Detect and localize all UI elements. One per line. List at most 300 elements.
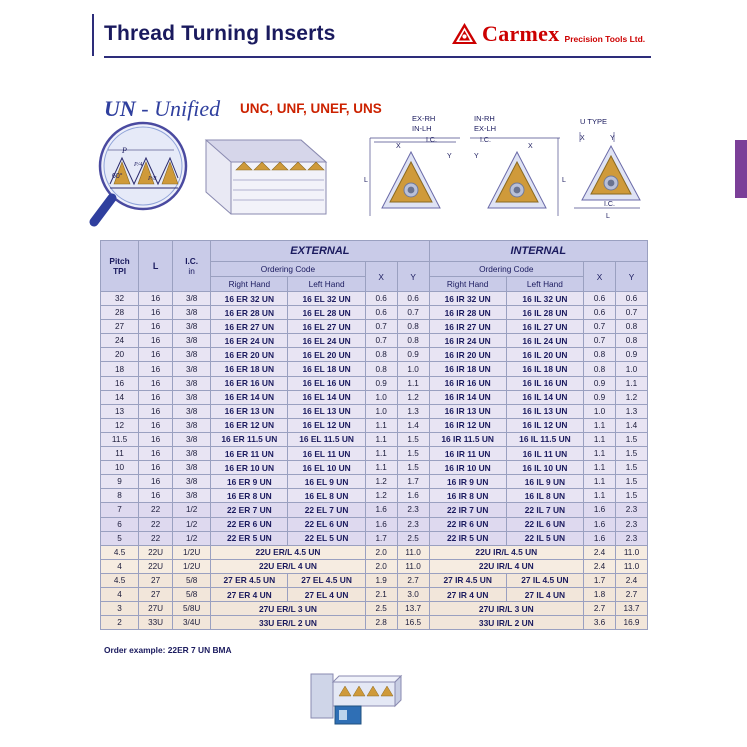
cell-pitch: 3	[101, 602, 139, 616]
cell-internal-x: 1.1	[584, 432, 616, 446]
cell-external-right-hand: 27 ER 4 UN	[211, 587, 288, 601]
label-p: P	[122, 146, 127, 155]
cell-external-x: 1.2	[365, 475, 397, 489]
cell-pitch: 27	[101, 320, 139, 334]
cell-internal-y: 0.7	[615, 306, 647, 320]
cell-ic: 3/4U	[173, 616, 211, 630]
table-row	[101, 489, 648, 503]
cell-internal-right-hand: 16 IR 11 UN	[429, 447, 506, 461]
header-internal-x: X	[584, 262, 616, 292]
cell-internal-x: 0.6	[584, 292, 616, 306]
cell-internal-right-hand: 16 IR 13 UN	[429, 404, 506, 418]
cell-external-y: 16.5	[397, 616, 429, 630]
cell-ic: 3/8	[173, 390, 211, 404]
cell-internal-y: 1.5	[615, 489, 647, 503]
cell-ic: 1/2	[173, 517, 211, 531]
cell-l: 27	[139, 573, 173, 587]
insert-orientation-diagrams	[352, 112, 662, 228]
cell-internal-x: 1.8	[584, 587, 616, 601]
cell-external-right-hand: 16 ER 12 UN	[211, 418, 288, 432]
cell-internal-right-hand: 16 IR 14 UN	[429, 390, 506, 404]
cell-internal-y: 0.8	[615, 334, 647, 348]
cell-internal-right-hand: 16 IR 20 UN	[429, 348, 506, 362]
table-row	[101, 334, 648, 348]
header-underline	[104, 56, 651, 58]
table-row	[101, 475, 648, 489]
cell-external-right-hand: 27 ER 4.5 UN	[211, 573, 288, 587]
cell-external-right-hand: 16 ER 14 UN	[211, 390, 288, 404]
cell-external-left-hand: 16 EL 28 UN	[288, 306, 365, 320]
cell-ic: 5/8	[173, 573, 211, 587]
header-internal-left-hand: Left Hand	[506, 277, 583, 292]
cell-l: 16	[139, 404, 173, 418]
cell-external-x: 1.1	[365, 447, 397, 461]
cell-external-x: 0.6	[365, 292, 397, 306]
cell-internal-left-hand: 22 IL 6 UN	[506, 517, 583, 531]
cell-external-right-hand: 16 ER 16 UN	[211, 376, 288, 390]
cell-external-y: 0.9	[397, 348, 429, 362]
cell-external-x: 0.9	[365, 376, 397, 390]
cell-l: 16	[139, 306, 173, 320]
cell-l: 16	[139, 334, 173, 348]
cell-external-left-hand: 16 EL 11 UN	[288, 447, 365, 461]
cell-pitch: 13	[101, 404, 139, 418]
cell-external-left-hand: 22 EL 6 UN	[288, 517, 365, 531]
section-codes: UNC, UNF, UNEF, UNS	[240, 101, 382, 116]
cell-internal-left-hand: 16 IL 16 UN	[506, 376, 583, 390]
cell-ic: 3/8	[173, 306, 211, 320]
cell-external-left-hand: 27 EL 4.5 UN	[288, 573, 365, 587]
cell-external-right-hand: 16 ER 32 UN	[211, 292, 288, 306]
svg-text:Y: Y	[610, 135, 615, 142]
cell-internal-left-hand: 16 IL 9 UN	[506, 475, 583, 489]
cell-external-y: 2.3	[397, 517, 429, 531]
cell-internal-right-hand: 27 IR 4.5 UN	[429, 573, 506, 587]
cell-external-x: 1.0	[365, 390, 397, 404]
cell-external-right-hand: 16 ER 28 UN	[211, 306, 288, 320]
cell-internal-x: 0.6	[584, 306, 616, 320]
cell-internal-right-hand: 16 IR 27 UN	[429, 320, 506, 334]
table-row	[101, 517, 648, 531]
cell-pitch: 12	[101, 418, 139, 432]
cell-internal-left-hand: 16 IL 8 UN	[506, 489, 583, 503]
cell-ic: 3/8	[173, 447, 211, 461]
cell-internal-left-hand: 16 IL 10 UN	[506, 461, 583, 475]
cell-external-y: 1.5	[397, 432, 429, 446]
cell-internal-y: 1.5	[615, 475, 647, 489]
cell-external-x: 2.0	[365, 559, 397, 573]
section-standard-name: Unified	[154, 96, 221, 121]
header-external-right-hand: Right Hand	[211, 277, 288, 292]
cell-external-right-hand: 16 ER 18 UN	[211, 362, 288, 376]
page-header	[0, 0, 747, 62]
cell-internal-y: 0.8	[615, 320, 647, 334]
cell-internal-x: 1.7	[584, 573, 616, 587]
cell-pitch: 4.5	[101, 573, 139, 587]
cell-external-x: 1.1	[365, 418, 397, 432]
cell-internal-y: 1.4	[615, 418, 647, 432]
cell-internal-right-hand: 16 IR 11.5 UN	[429, 432, 506, 446]
cell-internal-left-hand: 22 IL 7 UN	[506, 503, 583, 517]
cell-internal-left-hand: 16 IL 11.5 UN	[506, 432, 583, 446]
svg-text:X: X	[528, 143, 533, 150]
cell-internal-left-hand: 27 IL 4.5 UN	[506, 573, 583, 587]
label-u-type: U TYPE	[580, 117, 607, 126]
cell-external-left-hand: 16 EL 10 UN	[288, 461, 365, 475]
cell-pitch: 18	[101, 362, 139, 376]
cell-internal-left-hand: 16 IL 32 UN	[506, 292, 583, 306]
cell-internal-right-hand: 22 IR 7 UN	[429, 503, 506, 517]
cell-l: 16	[139, 432, 173, 446]
cell-internal-x: 0.9	[584, 376, 616, 390]
cell-internal-right-hand: 22 IR 6 UN	[429, 517, 506, 531]
cell-internal-code: 33U IR/L 2 UN	[429, 616, 584, 630]
cell-ic: 3/8	[173, 475, 211, 489]
cell-internal-left-hand: 16 IL 18 UN	[506, 362, 583, 376]
cell-internal-y: 1.0	[615, 362, 647, 376]
cell-pitch: 4	[101, 559, 139, 573]
cell-external-x: 0.7	[365, 320, 397, 334]
cell-external-y: 11.0	[397, 545, 429, 559]
cell-external-y: 1.1	[397, 376, 429, 390]
table-row	[101, 531, 648, 545]
cell-internal-x: 1.1	[584, 489, 616, 503]
cell-internal-left-hand: 16 IL 11 UN	[506, 447, 583, 461]
cell-ic: 3/8	[173, 362, 211, 376]
cell-pitch: 24	[101, 334, 139, 348]
cell-external-right-hand: 22 ER 5 UN	[211, 531, 288, 545]
cell-external-x: 0.8	[365, 348, 397, 362]
table-row	[101, 616, 648, 630]
cell-internal-left-hand: 16 IL 13 UN	[506, 404, 583, 418]
table-row	[101, 602, 648, 616]
svg-text:X: X	[396, 143, 401, 150]
svg-text:Y: Y	[447, 153, 452, 160]
cell-external-y: 2.5	[397, 531, 429, 545]
cell-internal-right-hand: 16 IR 10 UN	[429, 461, 506, 475]
cell-ic: 3/8	[173, 404, 211, 418]
cell-l: 16	[139, 418, 173, 432]
table-row	[101, 461, 648, 475]
cell-ic: 3/8	[173, 376, 211, 390]
cell-internal-x: 2.4	[584, 559, 616, 573]
cell-external-right-hand: 22 ER 6 UN	[211, 517, 288, 531]
cell-external-code: 33U ER/L 2 UN	[211, 616, 366, 630]
cell-pitch: 10	[101, 461, 139, 475]
cell-external-y: 13.7	[397, 602, 429, 616]
cell-l: 22U	[139, 559, 173, 573]
cell-internal-y: 1.5	[615, 432, 647, 446]
svg-text:X: X	[580, 135, 585, 142]
cell-pitch: 11	[101, 447, 139, 461]
cell-internal-x: 2.7	[584, 602, 616, 616]
cell-internal-x: 0.7	[584, 334, 616, 348]
cell-external-left-hand: 16 EL 9 UN	[288, 475, 365, 489]
brand-subtitle: Precision Tools Ltd.	[564, 34, 646, 44]
cell-external-right-hand: 22 ER 7 UN	[211, 503, 288, 517]
cell-pitch: 32	[101, 292, 139, 306]
cell-external-right-hand: 16 ER 24 UN	[211, 334, 288, 348]
header-pitch-unit: TPI	[113, 266, 127, 276]
cell-internal-right-hand: 16 IR 28 UN	[429, 306, 506, 320]
cell-internal-x: 3.6	[584, 616, 616, 630]
cell-internal-code: 22U IR/L 4 UN	[429, 559, 584, 573]
cell-external-right-hand: 16 ER 11 UN	[211, 447, 288, 461]
svg-text:I.C.: I.C.	[604, 201, 615, 208]
label-in-lh: IN-LH	[412, 124, 432, 133]
table-row	[101, 587, 648, 601]
table-row	[101, 390, 648, 404]
label-p8: P/8	[148, 176, 157, 182]
cell-external-x: 2.5	[365, 602, 397, 616]
cell-external-left-hand: 16 EL 8 UN	[288, 489, 365, 503]
label-ex-rh: EX-RH	[412, 114, 436, 123]
cell-internal-y: 0.6	[615, 292, 647, 306]
table-row	[101, 503, 648, 517]
cell-external-left-hand: 16 EL 20 UN	[288, 348, 365, 362]
cell-internal-y: 2.3	[615, 517, 647, 531]
cell-external-x: 1.0	[365, 404, 397, 418]
cell-external-right-hand: 16 ER 27 UN	[211, 320, 288, 334]
cell-pitch: 28	[101, 306, 139, 320]
header-ic-unit: in	[188, 266, 195, 276]
cell-l: 22	[139, 531, 173, 545]
cell-internal-x: 2.4	[584, 545, 616, 559]
cell-ic: 1/2	[173, 503, 211, 517]
cell-ic: 3/8	[173, 489, 211, 503]
cell-ic: 3/8	[173, 418, 211, 432]
cell-external-left-hand: 16 EL 24 UN	[288, 334, 365, 348]
cell-pitch: 2	[101, 616, 139, 630]
cell-internal-right-hand: 16 IR 18 UN	[429, 362, 506, 376]
header-internal-y: Y	[615, 262, 647, 292]
cell-internal-y: 1.5	[615, 461, 647, 475]
cell-internal-y: 1.1	[615, 376, 647, 390]
cell-external-y: 11.0	[397, 559, 429, 573]
label-p4: P/4	[134, 162, 143, 168]
cell-external-x: 0.8	[365, 362, 397, 376]
cell-external-y: 0.7	[397, 306, 429, 320]
cell-external-left-hand: 16 EL 18 UN	[288, 362, 365, 376]
thread-profile-illustration	[86, 118, 341, 228]
cell-l: 16	[139, 475, 173, 489]
cell-internal-right-hand: 16 IR 9 UN	[429, 475, 506, 489]
cell-external-x: 1.6	[365, 503, 397, 517]
cell-internal-x: 1.6	[584, 503, 616, 517]
header-l: L	[139, 241, 173, 292]
cell-pitch: 8	[101, 489, 139, 503]
cell-internal-y: 1.5	[615, 447, 647, 461]
cell-pitch: 14	[101, 390, 139, 404]
cell-internal-code: 27U IR/L 3 UN	[429, 602, 584, 616]
cell-external-code: 27U ER/L 3 UN	[211, 602, 366, 616]
cell-external-left-hand: 16 EL 16 UN	[288, 376, 365, 390]
table-row	[101, 404, 648, 418]
cell-pitch: 5	[101, 531, 139, 545]
brand-name: Carmex	[482, 21, 560, 46]
cell-external-x: 2.8	[365, 616, 397, 630]
cell-internal-x: 1.0	[584, 404, 616, 418]
cell-internal-right-hand: 22 IR 5 UN	[429, 531, 506, 545]
svg-text:L: L	[364, 177, 368, 184]
cell-internal-x: 1.6	[584, 517, 616, 531]
table-row	[101, 559, 648, 573]
cell-ic: 3/8	[173, 334, 211, 348]
table-row	[101, 573, 648, 587]
cell-pitch: 20	[101, 348, 139, 362]
cell-l: 16	[139, 292, 173, 306]
header-internal: INTERNAL	[429, 241, 647, 262]
header-pitch-label: Pitch	[109, 256, 130, 266]
cell-ic: 3/8	[173, 432, 211, 446]
header-internal-ordering-code: Ordering Code	[429, 262, 584, 277]
insert-dimension-table	[100, 240, 648, 630]
cell-pitch: 6	[101, 517, 139, 531]
carmex-logo-icon	[452, 23, 477, 45]
cell-l: 33U	[139, 616, 173, 630]
header-pitch	[101, 241, 139, 292]
cell-internal-y: 1.2	[615, 390, 647, 404]
cell-external-left-hand: 27 EL 4 UN	[288, 587, 365, 601]
cell-external-y: 2.3	[397, 503, 429, 517]
cell-ic: 3/8	[173, 320, 211, 334]
cell-pitch: 4	[101, 587, 139, 601]
cell-l: 16	[139, 447, 173, 461]
header-ic	[173, 241, 211, 292]
page-title: Thread Turning Inserts	[104, 22, 336, 45]
cell-internal-y: 13.7	[615, 602, 647, 616]
cell-internal-left-hand: 16 IL 14 UN	[506, 390, 583, 404]
cell-ic: 1/2	[173, 531, 211, 545]
cell-l: 22	[139, 503, 173, 517]
cell-external-right-hand: 16 ER 11.5 UN	[211, 432, 288, 446]
cell-external-x: 1.7	[365, 531, 397, 545]
cell-external-right-hand: 16 ER 20 UN	[211, 348, 288, 362]
svg-text:L: L	[562, 177, 566, 184]
cell-l: 16	[139, 362, 173, 376]
cell-internal-left-hand: 16 IL 12 UN	[506, 418, 583, 432]
cell-internal-left-hand: 16 IL 28 UN	[506, 306, 583, 320]
cell-ic: 1/2U	[173, 559, 211, 573]
cell-internal-x: 1.1	[584, 475, 616, 489]
cell-ic: 3/8	[173, 292, 211, 306]
cell-external-y: 1.0	[397, 362, 429, 376]
cell-external-code: 22U ER/L 4 UN	[211, 559, 366, 573]
cell-internal-y: 16.9	[615, 616, 647, 630]
cell-external-x: 2.1	[365, 587, 397, 601]
cell-external-left-hand: 16 EL 13 UN	[288, 404, 365, 418]
cell-internal-right-hand: 16 IR 32 UN	[429, 292, 506, 306]
table-row	[101, 292, 648, 306]
header-left-rule	[92, 14, 94, 56]
cell-internal-left-hand: 16 IL 27 UN	[506, 320, 583, 334]
label-angle: 60°	[112, 173, 123, 180]
cell-internal-left-hand: 22 IL 5 UN	[506, 531, 583, 545]
cell-external-y: 0.8	[397, 320, 429, 334]
cell-internal-left-hand: 16 IL 24 UN	[506, 334, 583, 348]
cell-l: 22U	[139, 545, 173, 559]
cell-internal-x: 0.8	[584, 362, 616, 376]
cell-pitch: 9	[101, 475, 139, 489]
cell-external-y: 1.5	[397, 447, 429, 461]
header-external-x: X	[365, 262, 397, 292]
cell-external-left-hand: 22 EL 5 UN	[288, 531, 365, 545]
cell-external-x: 1.1	[365, 432, 397, 446]
cell-internal-right-hand: 16 IR 8 UN	[429, 489, 506, 503]
cell-external-y: 3.0	[397, 587, 429, 601]
header-external-ordering-code: Ordering Code	[211, 262, 366, 277]
cell-internal-right-hand: 16 IR 12 UN	[429, 418, 506, 432]
cell-pitch: 16	[101, 376, 139, 390]
cell-ic: 3/8	[173, 461, 211, 475]
cell-external-y: 1.5	[397, 461, 429, 475]
order-example-note: Order example: 22ER 7 UN BMA	[104, 645, 232, 655]
svg-text:I.C.: I.C.	[426, 137, 437, 144]
cell-external-left-hand: 16 EL 14 UN	[288, 390, 365, 404]
cell-internal-left-hand: 16 IL 20 UN	[506, 348, 583, 362]
header-external-y: Y	[397, 262, 429, 292]
section-color-tab	[735, 140, 747, 198]
cell-external-code: 22U ER/L 4.5 UN	[211, 545, 366, 559]
cell-internal-right-hand: 27 IR 4 UN	[429, 587, 506, 601]
table-row	[101, 306, 648, 320]
cell-external-right-hand: 16 ER 9 UN	[211, 475, 288, 489]
cell-ic: 5/8	[173, 587, 211, 601]
table-row	[101, 545, 648, 559]
cell-internal-y: 0.9	[615, 348, 647, 362]
cell-external-left-hand: 16 EL 11.5 UN	[288, 432, 365, 446]
cell-internal-x: 1.1	[584, 447, 616, 461]
cell-l: 16	[139, 320, 173, 334]
section-standard: UN	[104, 96, 136, 121]
table-row	[101, 362, 648, 376]
cell-internal-y: 2.3	[615, 503, 647, 517]
label-in-rh: IN-RH	[474, 114, 495, 123]
cell-internal-y: 11.0	[615, 559, 647, 573]
cell-external-y: 2.7	[397, 573, 429, 587]
cell-internal-x: 1.6	[584, 531, 616, 545]
table-row	[101, 447, 648, 461]
cell-internal-y: 2.4	[615, 573, 647, 587]
cell-internal-x: 0.7	[584, 320, 616, 334]
cell-external-y: 1.2	[397, 390, 429, 404]
cell-external-y: 1.4	[397, 418, 429, 432]
section-dash: -	[141, 96, 149, 121]
cell-internal-left-hand: 27 IL 4 UN	[506, 587, 583, 601]
cell-ic: 5/8U	[173, 602, 211, 616]
table-row	[101, 432, 648, 446]
header-external-left-hand: Left Hand	[288, 277, 365, 292]
cell-internal-y: 1.3	[615, 404, 647, 418]
cell-ic: 3/8	[173, 348, 211, 362]
cell-internal-y: 11.0	[615, 545, 647, 559]
cell-l: 16	[139, 461, 173, 475]
cell-external-x: 1.6	[365, 517, 397, 531]
table-row	[101, 320, 648, 334]
header-internal-right-hand: Right Hand	[429, 277, 506, 292]
cell-external-x: 1.2	[365, 489, 397, 503]
cell-internal-right-hand: 16 IR 16 UN	[429, 376, 506, 390]
cell-external-right-hand: 16 ER 13 UN	[211, 404, 288, 418]
cell-internal-x: 0.9	[584, 390, 616, 404]
cell-external-right-hand: 16 ER 8 UN	[211, 489, 288, 503]
cell-internal-right-hand: 16 IR 24 UN	[429, 334, 506, 348]
cell-pitch: 11.5	[101, 432, 139, 446]
svg-text:I.C.: I.C.	[480, 137, 491, 144]
cell-external-left-hand: 16 EL 12 UN	[288, 418, 365, 432]
carmex-logo	[452, 21, 645, 47]
cell-internal-x: 1.1	[584, 418, 616, 432]
